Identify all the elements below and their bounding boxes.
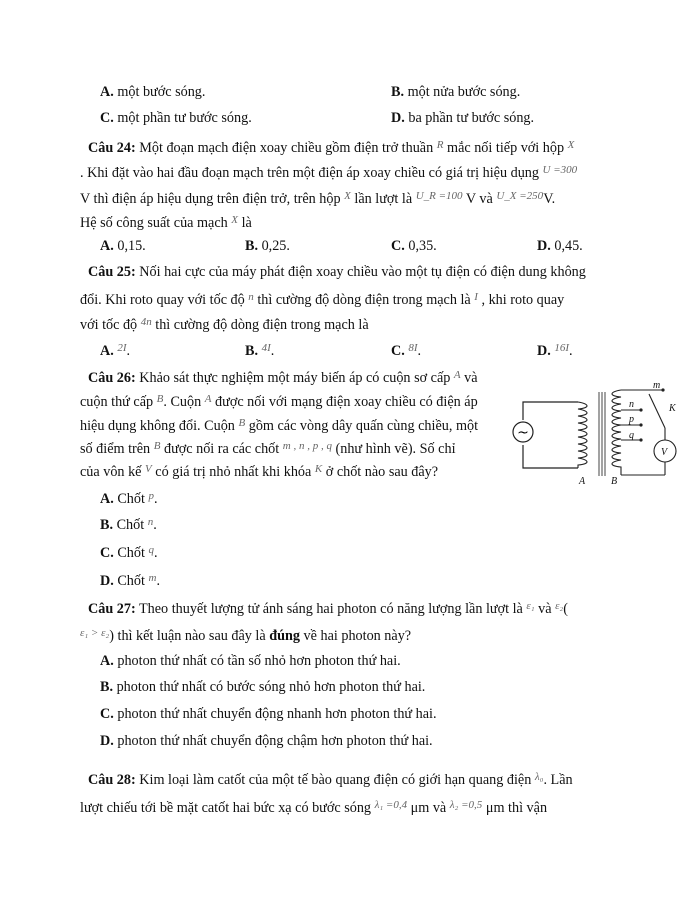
tap-q-dot[interactable] [639, 438, 642, 441]
q24-option-a[interactable]: A. 0,15. [100, 238, 146, 254]
option-text: một bước sóng. [117, 84, 206, 100]
switch-k-blade[interactable] [649, 394, 665, 428]
tap-n-dot[interactable] [639, 408, 642, 411]
label-p: p [629, 414, 634, 425]
q26-option-b[interactable]: B. Chốt $^n$. [100, 516, 157, 533]
q27-line1: Câu 27: Theo thuyết lượng tử ánh sáng hai photon có năng lượng lần lượt là $^{\varepsilon_1}$ và $^{\varepsilon_2}$( [88, 600, 568, 617]
q26-line1: Câu 26: Khảo sát thực nghiệm một máy biến áp có cuộn sơ cấp $^A$ và [88, 369, 478, 386]
q24-option-d[interactable]: D. 0,45. [537, 238, 583, 254]
option-text: một phần tư bước sóng. [117, 110, 252, 126]
q28-line1: Câu 28: Kim loại làm catốt của một tế bào quang điện có giới hạn quang điện $^{\lambda_0}$. Lần [88, 771, 573, 788]
option-letter: B. [391, 84, 405, 100]
q27-option-b[interactable]: B. photon thứ nhất có bước sóng nhỏ hơn photon thứ hai. [100, 679, 426, 695]
q26-line4: số điểm trên $^B$ được nối ra các chốt $^{m , n , p , q}$ (như hình vẽ). Số chỉ [80, 440, 456, 457]
question-label: Câu 25: [88, 264, 136, 280]
q23-option-a[interactable] [100, 83, 205, 101]
q24-line4: Hệ số công suất của mạch $^X$ là [80, 214, 252, 231]
label-q: q [629, 430, 634, 441]
q26-line2: cuộn thứ cấp $^B$. Cuộn $^A$ được nối với mạng điện xoay chiều có điện áp [80, 393, 478, 410]
q26-option-c[interactable]: C. Chốt $^q$. [100, 544, 158, 561]
option-text: ba phần tư bước sóng. [408, 110, 535, 126]
q25-line3: với tốc độ $^{4n}$ thì cường độ dòng điện trong mạch là [80, 316, 369, 333]
label-a: A [579, 476, 586, 487]
label-n: n [629, 399, 634, 410]
q26-line5: của vôn kế $^V$ có giá trị nhỏ nhất khi khóa $^K$ ở chốt nào sau đây? [80, 463, 439, 480]
primary-coil [578, 402, 587, 468]
q26-line3: hiệu dụng không đổi. Cuộn $^B$ gồm các vòng dây quấn cùng chiều, một [80, 417, 479, 434]
q23-option-b[interactable] [391, 83, 520, 101]
q24-option-b[interactable]: B. 0,25. [245, 238, 290, 254]
label-m: m [653, 380, 661, 391]
label-b: B [611, 476, 618, 487]
tap-m-dot[interactable] [661, 388, 664, 391]
option-letter: A. [100, 84, 114, 100]
primary-wire-bottom [523, 445, 578, 468]
q28-line2: lượt chiếu tới bề mặt catốt hai bức xạ có bước sóng $^{\lambda_1 =0,4}$ μm và $^{\lambda_2 =0,5}$ μm thì vận [80, 799, 548, 816]
tap-p-dot[interactable] [639, 423, 642, 426]
q26-option-a[interactable]: A. Chốt $^p$. [100, 490, 158, 507]
question-label: Câu 27: [88, 601, 136, 617]
q25-line1: Câu 25: Nối hai cực của máy phát điện xoay chiều vào một tụ điện có điện dung không [88, 264, 586, 280]
label-v: V [661, 447, 668, 458]
ac-source-symbol: ~ [517, 425, 529, 441]
q24-option-c[interactable]: C. 0,35. [391, 238, 437, 254]
label-k: K [669, 403, 676, 414]
q25-option-a[interactable]: A. $^{2I}$. [100, 342, 131, 359]
q27-option-a[interactable]: A. photon thứ nhất có tần số nhỏ hơn photon thứ hai. [100, 653, 401, 669]
q25-option-d[interactable]: D. $^{16I}$. [537, 342, 573, 359]
question-label: Câu 26: [88, 370, 136, 386]
transformer-diagram [503, 380, 683, 490]
option-letter: D. [391, 110, 405, 126]
option-text: một nửa bước sóng. [407, 84, 521, 100]
q23-option-c[interactable] [100, 109, 252, 127]
question-label: Câu 28: [88, 772, 136, 788]
q24-line1: Câu 24: Một đoạn mạch điện xoay chiều gồm điện trở thuần $^R$ mắc nối tiếp với hộp $^X$ [88, 139, 575, 156]
q25-line2: đổi. Khi roto quay với tốc độ $^n$ thì cường độ dòng điện trong mạch là $^I$ , khi roto quay [80, 291, 565, 308]
secondary-coil [612, 390, 621, 475]
q23-option-d[interactable] [391, 109, 534, 127]
q24-line2: . Khi đặt vào hai đầu đoạn mạch trên một điện áp xoay chiều có giá trị hiệu dụng $^{U =300}$ [80, 164, 578, 181]
primary-wire-top [523, 402, 578, 405]
q25-option-c[interactable]: C. $^{8I}$. [391, 342, 422, 359]
q27-line2: $^{\varepsilon_1 > \varepsilon_2}$) thì kết luận nào sau đây là đúng về hai photon này? [80, 627, 412, 644]
q25-option-b[interactable]: B. $^{4I}$. [245, 342, 275, 359]
question-label: Câu 24: [88, 140, 136, 156]
q26-option-d[interactable]: D. Chốt $^m$. [100, 572, 160, 589]
q27-option-d[interactable]: D. photon thứ nhất chuyển động chậm hơn photon thứ hai. [100, 733, 433, 749]
option-letter: C. [100, 110, 114, 126]
q27-option-c[interactable]: C. photon thứ nhất chuyển động nhanh hơn photon thứ hai. [100, 706, 437, 722]
q24-line3: V thì điện áp hiệu dụng trên điện trở, trên hộp $^X$ lần lượt là $^{U\_R =100}$ V và $^{U\_X =250}$V. [80, 190, 556, 207]
